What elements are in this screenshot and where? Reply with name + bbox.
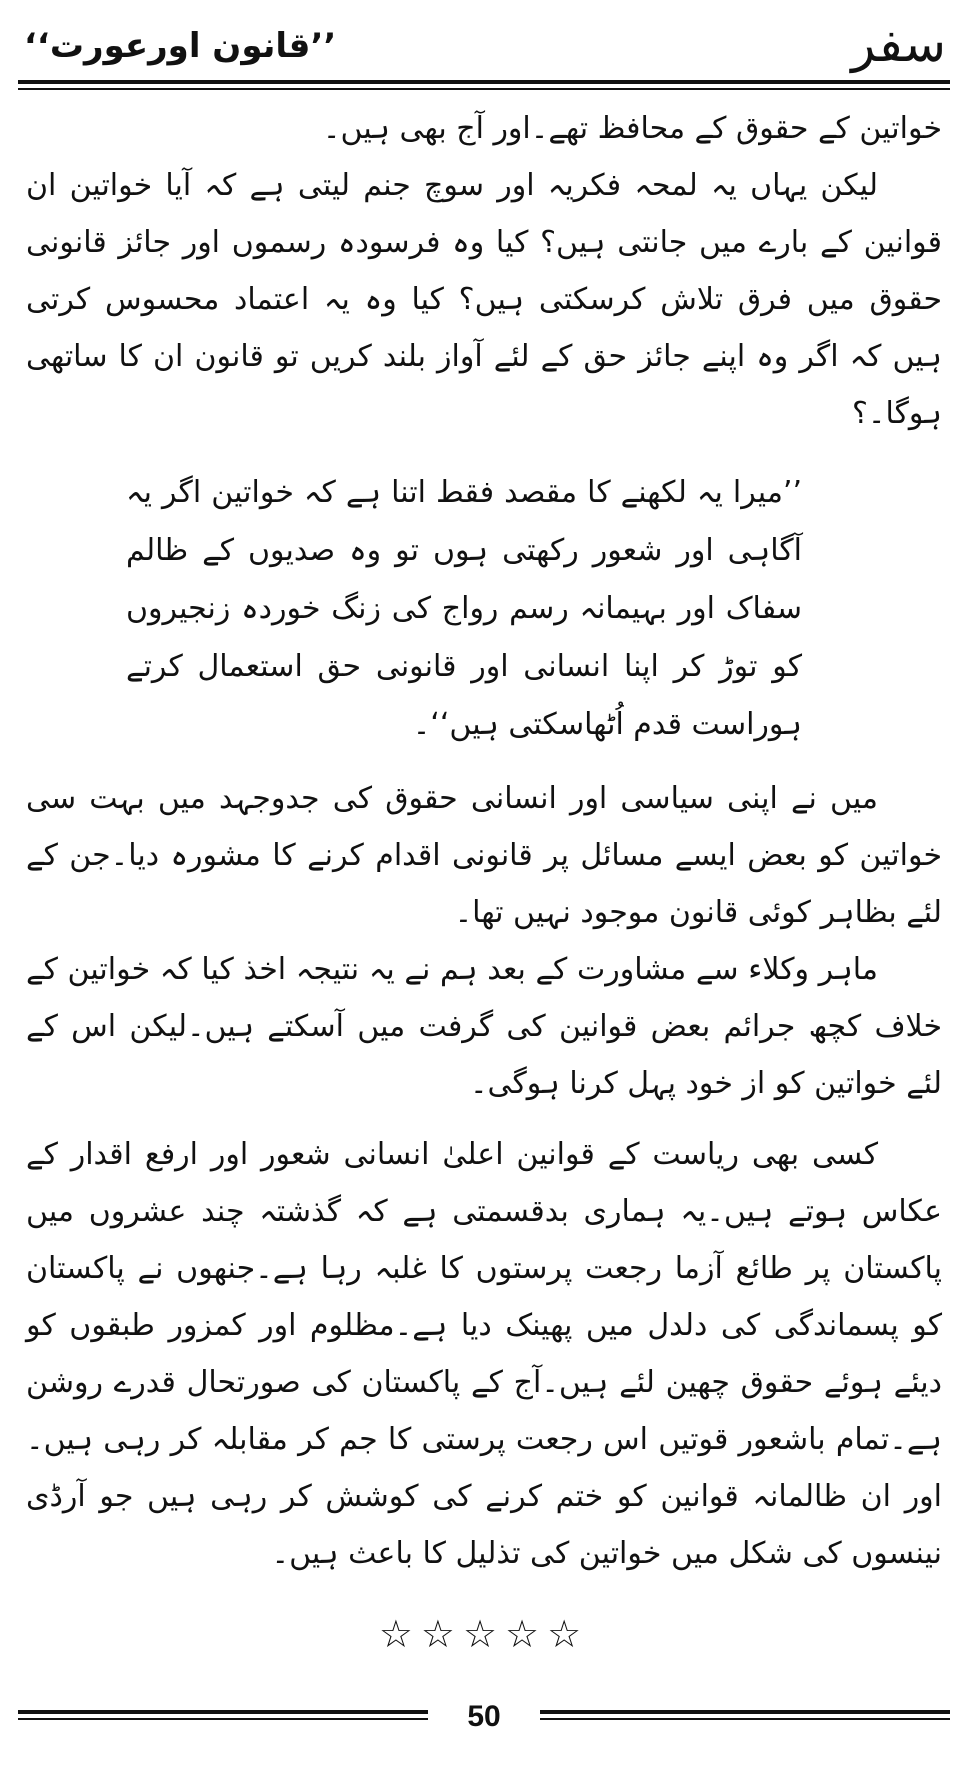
- paragraph-continuation: خواتین کے حقوق کے محافظ تھے۔اور آج بھی ہیں۔: [322, 111, 942, 146]
- body-text: [26, 100, 942, 1582]
- book-title: سفر: [851, 15, 946, 73]
- paragraph-question: لیکن یہاں یہ لمحہ فکریہ اور سوچ جنم لیتی ہے کہ آیا خواتین ان قوانین کے بارے میں جانتی ہیں؟ کیا وہ فرسودہ رسموں اور جائز قانونی حقوق میں فرق تلاش کرسکتی ہیں؟ کیا وہ یہ اعتماد محسوس کرتی ہیں کہ اگر وہ اپنے جائز حق کے لئے آواز بلند کریں تو قانون ان کا ساتھی ہوگا۔؟: [26, 168, 942, 431]
- section-separator-stars: ☆☆☆☆☆: [378, 1612, 590, 1656]
- header-rule-thick: [18, 80, 950, 84]
- chapter-title: ’’قانون اورعورت‘‘: [24, 26, 337, 66]
- page-header: [18, 14, 950, 84]
- footer-rule-right: [540, 1710, 950, 1714]
- page-footer: [18, 1700, 950, 1744]
- block-quote: ’’میرا یہ لکھنے کا مقصد فقط اتنا ہے کہ خواتین اگر یہ آگاہی اور شعور رکھتی ہوں تو وہ صدیوں کے ظالم سفاک اور بہیمانہ رسم رواج کی زنگ خوردہ زنجیروں کو توڑ کر اپنا انسانی اور قانونی حق استعمال کرتے ہوراست قدم اُٹھاسکتی ہیں‘‘۔: [126, 475, 802, 742]
- page-number: 50: [467, 1700, 501, 1733]
- paragraph-laws: کسی بھی ریاست کے قوانین اعلیٰ انسانی شعور اور ارفع اقدار کے عکاس ہوتے ہیں۔یہ ہماری بدقسمتی ہے کہ گذشتہ چند عشروں میں پاکستان پر طائع آزما رجعت پرستوں کا غلبہ رہا ہے۔جنھوں نے پاکستان کو پسماندگی کی دلدل میں پھینک دیا ہے۔مظلوم اور کمزور طبقوں کو دیئے ہوئے حقوق چھین لئے ہیں۔آج کے پاکستان کی صورتحال قدرے روشن ہے۔تمام باشعور قوتیں اس رجعت پرستی کا جم کر مقابلہ کر رہی ہیں۔اور ان ظالمانہ قوانین کو ختم کرنے کی کوشش کر رہی ہیں جو آرڈی نینسوں کی شکل میں خواتین کی تذلیل کا باعث ہیں۔: [26, 1137, 942, 1571]
- paragraph-lawyers: ماہر وکلاء سے مشاورت کے بعد ہم نے یہ نتیجہ اخذ کیا کہ خواتین کے خلاف کچھ جرائم بعض قوانین کی گرفت میں آسکتے ہیں۔لیکن اس کے لئے خواتین کو از خود پہل کرنا ہوگی۔: [26, 952, 942, 1101]
- paragraph-advice: میں نے اپنی سیاسی اور انسانی حقوق کی جدوجہد میں بہت سی خواتین کو بعض ایسے مسائل پر قانونی اقدام کرنے کا مشورہ دیا۔جن کے لئے بظاہر کوئی قانون موجود نہیں تھا۔: [26, 781, 942, 930]
- header-rule-thin: [18, 88, 950, 90]
- footer-rule-right-thin: [540, 1718, 950, 1720]
